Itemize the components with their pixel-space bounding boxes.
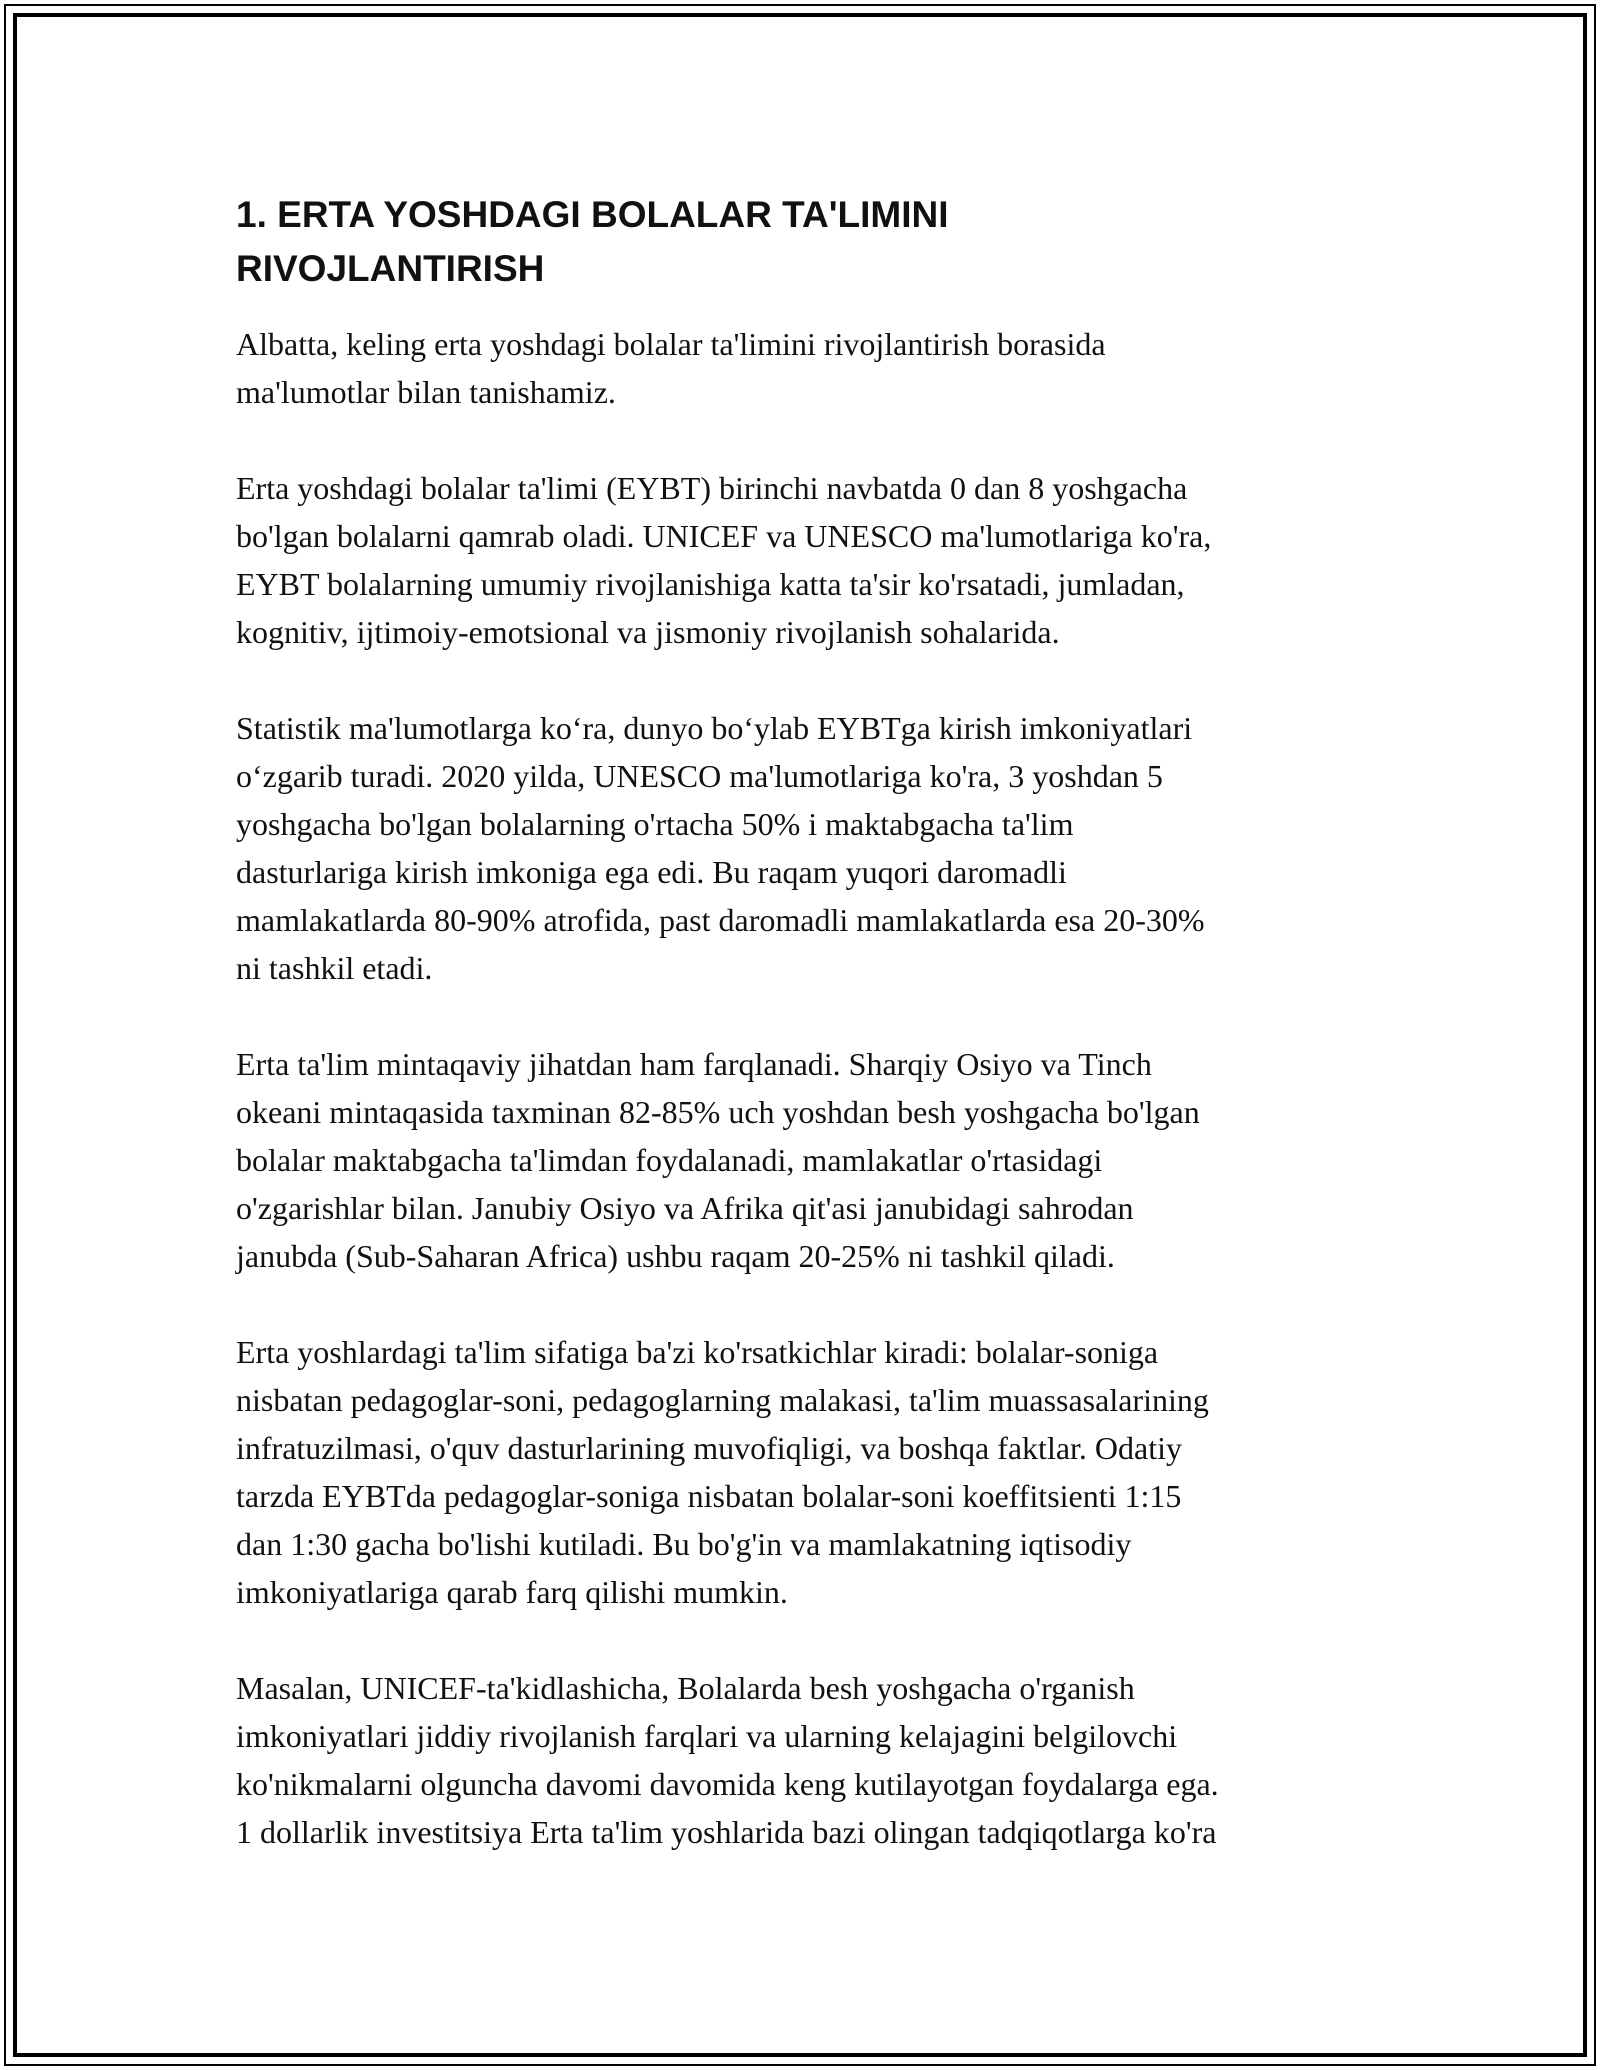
- paragraph-line: Statistik ma'lumotlarga ko‘ra, dunyo bo‘ylab EYBTga kirish imkoniyatlari: [236, 710, 1193, 746]
- paragraph-line: dan 1:30 gacha bo'lishi kutiladi. Bu bo'g'in va mamlakatning iqtisodiy: [236, 1526, 1132, 1562]
- paragraph: [236, 464, 1366, 656]
- paragraph-line: ko'nikmalarni olguncha davomi davomida keng kutilayotgan foydalarga ega.: [236, 1766, 1219, 1802]
- paragraph-line: Masalan, UNICEF-ta'kidlashicha, Bolalarda besh yoshgacha o'rganish: [236, 1670, 1135, 1706]
- paragraph-line: Erta ta'lim mintaqaviy jihatdan ham farqlanadi. Sharqiy Osiyo va Tinch: [236, 1046, 1152, 1082]
- paragraph-line: janubda (Sub-Saharan Africa) ushbu raqam 20-25% ni tashkil qiladi.: [236, 1238, 1115, 1274]
- paragraph-line: dasturlariga kirish imkoniga ega edi. Bu raqam yuqori daromadli: [236, 854, 1067, 890]
- paragraph-line: nisbatan pedagoglar-soni, pedagoglarning malakasi, ta'lim muassasalarining: [236, 1382, 1209, 1418]
- paragraph: [236, 1040, 1366, 1280]
- paragraph-line: o‘zgarib turadi. 2020 yilda, UNESCO ma'lumotlariga ko'ra, 3 yoshdan 5: [236, 758, 1163, 794]
- document-page: [236, 188, 1366, 1856]
- paragraph-line: Albatta, keling erta yoshdagi bolalar ta'limini rivojlantirish borasida: [236, 326, 1106, 362]
- paragraph-line: 1 dollarlik investitsiya Erta ta'lim yoshlarida bazi olingan tadqiqotlarga ko'ra: [236, 1814, 1217, 1850]
- paragraph-line: imkoniyatlari jiddiy rivojlanish farqlari va ularning kelajagini belgilovchi: [236, 1718, 1178, 1754]
- paragraph-line: bo'lgan bolalarni qamrab oladi. UNICEF va UNESCO ma'lumotlariga ko'ra,: [236, 518, 1212, 554]
- paragraph: [236, 704, 1366, 992]
- paragraph-line: Erta yoshlardagi ta'lim sifatiga ba'zi ko'rsatkichlar kiradi: bolalar-soniga: [236, 1334, 1159, 1370]
- document-body: [236, 320, 1366, 1856]
- paragraph: [236, 1328, 1366, 1616]
- paragraph: [236, 1664, 1366, 1856]
- section-heading: [236, 188, 1366, 296]
- paragraph-line: tarzda EYBTda pedagoglar-soniga nisbatan bolalar-soni koeffitsienti 1:15: [236, 1478, 1182, 1514]
- paragraph-line: mamlakatlarda 80-90% atrofida, past daromadli mamlakatlarda esa 20-30%: [236, 902, 1205, 938]
- paragraph-line: imkoniyatlariga qarab farq qilishi mumkin.: [236, 1574, 788, 1610]
- paragraph-line: Erta yoshdagi bolalar ta'limi (EYBT) birinchi navbatda 0 dan 8 yoshgacha: [236, 470, 1188, 506]
- paragraph-line: EYBT bolalarning umumiy rivojlanishiga katta ta'sir ko'rsatadi, jumladan,: [236, 566, 1185, 602]
- paragraph-line: kognitiv, ijtimoiy-emotsional va jismoniy rivojlanish sohalarida.: [236, 614, 1060, 650]
- paragraph: [236, 320, 1366, 416]
- heading-line: 1. ERTA YOSHDAGI BOLALAR TA'LIMINI: [236, 194, 949, 235]
- paragraph-line: okeani mintaqasida taxminan 82-85% uch yoshdan besh yoshgacha bo'lgan: [236, 1094, 1200, 1130]
- paragraph-line: yoshgacha bo'lgan bolalarning o'rtacha 50% i maktabgacha ta'lim: [236, 806, 1074, 842]
- paragraph-line: ni tashkil etadi.: [236, 950, 433, 986]
- paragraph-line: o'zgarishlar bilan. Janubiy Osiyo va Afrika qit'asi janubidagi sahrodan: [236, 1190, 1134, 1226]
- paragraph-line: infratuzilmasi, o'quv dasturlarining muvofiqligi, va boshqa faktlar. Odatiy: [236, 1430, 1183, 1466]
- paragraph-line: bolalar maktabgacha ta'limdan foydalanadi, mamlakatlar o'rtasidagi: [236, 1142, 1103, 1178]
- paragraph-line: ma'lumotlar bilan tanishamiz.: [236, 374, 616, 410]
- heading-line: RIVOJLANTIRISH: [236, 248, 545, 289]
